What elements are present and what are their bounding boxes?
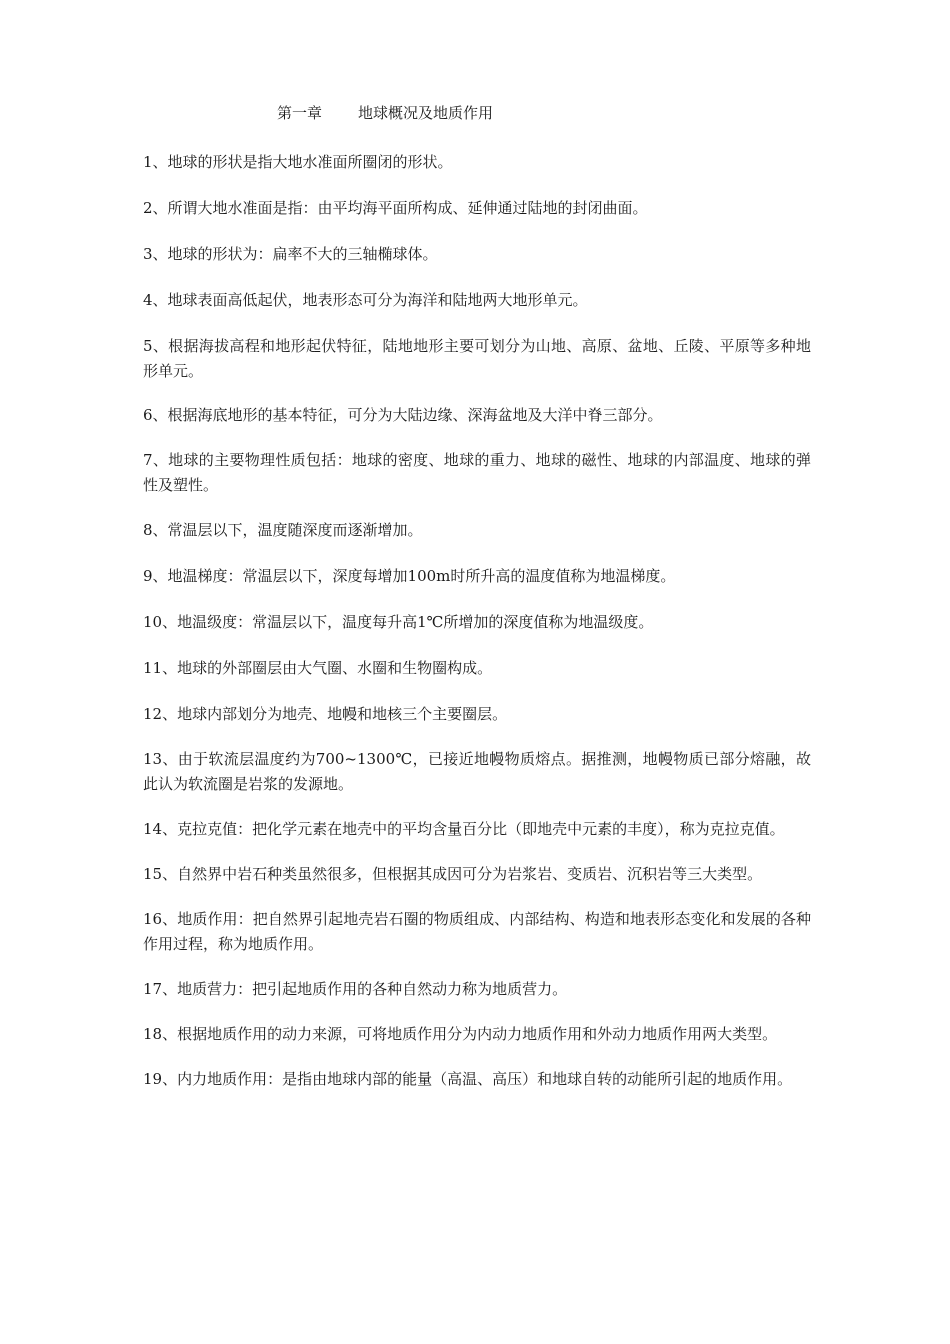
chapter-title xyxy=(277,102,493,124)
list-item: 18、根据地质作用的动力来源，可将地质作用分为内动力地质作用和外动力地质作用两大类型。 xyxy=(143,1025,778,1043)
list-item: 2、所谓大地水准面是指：由平均海平面所构成、延伸通过陆地的封闭曲面。 xyxy=(143,199,648,217)
list-item: 6、根据海底地形的基本特征，可分为大陆边缘、深海盆地及大洋中脊三部分。 xyxy=(143,406,663,424)
list-item: 15、自然界中岩石种类虽然很多，但根据其成因可分为岩浆岩、变质岩、沉积岩等三大类型。 xyxy=(143,865,763,883)
list-item: 5、根据海拔高程和地形起伏特征，陆地地形主要可划分为山地、高原、盆地、丘陵、平原等多种地形单元。 xyxy=(143,337,811,380)
list-item: 12、地球内部划分为地壳、地幔和地核三个主要圈层。 xyxy=(143,705,508,723)
list-item: 17、地质营力：把引起地质作用的各种自然动力称为地质营力。 xyxy=(143,980,568,998)
list-item: 13、由于软流层温度约为700~1300℃，已接近地幔物质熔点。据推测，地幔物质已部分熔融，故此认为软流圈是岩浆的发源地。 xyxy=(143,750,811,793)
list-item: 3、地球的形状为：扁率不大的三轴椭球体。 xyxy=(143,245,438,263)
list-item: 10、地温级度：常温层以下，温度每升高1℃所增加的深度值称为地温级度。 xyxy=(143,613,654,631)
list-item: 14、克拉克值：把化学元素在地壳中的平均含量百分比（即地壳中元素的丰度），称为克拉克值。 xyxy=(143,820,785,838)
list-item: 1、地球的形状是指大地水准面所圈闭的形状。 xyxy=(143,153,453,171)
list-item: 7、地球的主要物理性质包括：地球的密度、地球的重力、地球的磁性、地球的内部温度、地球的弹性及塑性。 xyxy=(143,451,811,494)
list-item: 8、常温层以下，温度随深度而逐渐增加。 xyxy=(143,521,423,539)
item-list xyxy=(143,150,811,1092)
list-item: 11、地球的外部圈层由大气圈、水圈和生物圈构成。 xyxy=(143,659,493,677)
list-item: 4、地球表面高低起伏，地表形态可分为海洋和陆地两大地形单元。 xyxy=(143,291,588,309)
chapter-number: 第一章 xyxy=(277,104,323,122)
list-item: 19、内力地质作用：是指由地球内部的能量（高温、高压）和地球自转的动能所引起的地质作用。 xyxy=(143,1070,793,1088)
chapter-name: 地球概况及地质作用 xyxy=(358,104,494,122)
list-item: 16、地质作用：把自然界引起地壳岩石圈的物质组成、内部结构、构造和地表形态变化和发展的各种作用过程，称为地质作用。 xyxy=(143,910,811,953)
list-item: 9、地温梯度：常温层以下，深度每增加100m时所升高的温度值称为地温梯度。 xyxy=(143,567,676,585)
